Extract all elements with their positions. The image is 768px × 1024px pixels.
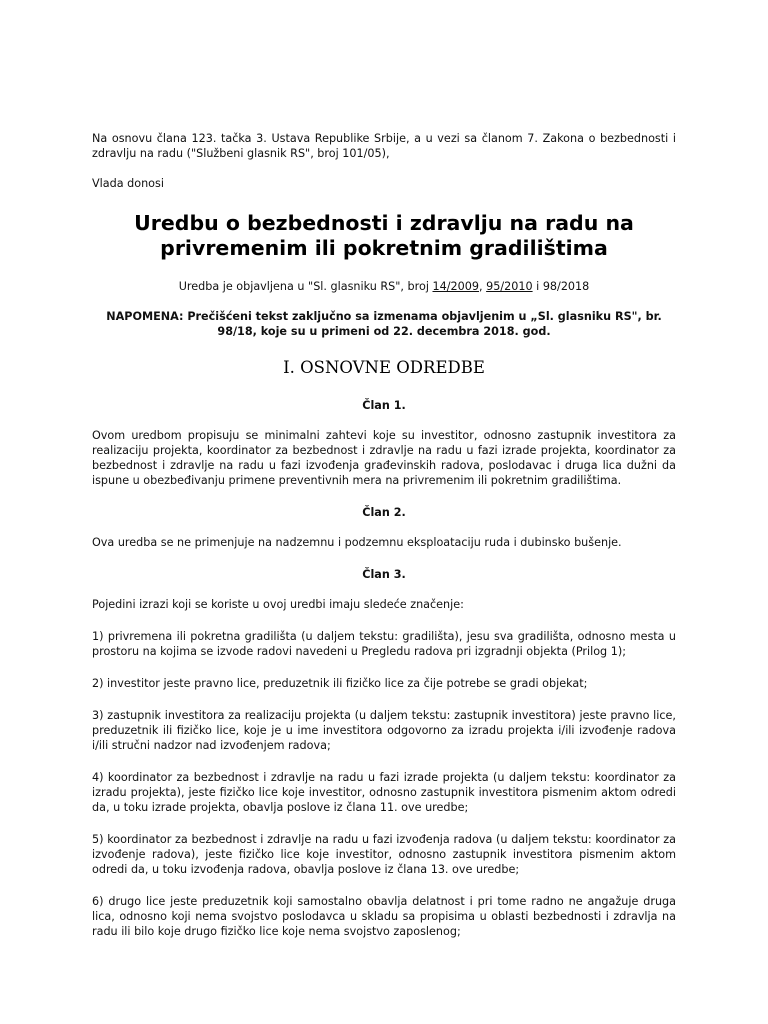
article-1-text: Ovom uredbom propisuju se minimalni zahtevi koje su investitor, odnosno zastupnik investitora za realizaciju projekta, koordinator za bezbednost i zdravlje na radu u fazi izrade projekta, koordinator za bezbednost i zdravlje na radu u fazi izvođenja građevinskih radova, poslodavac i druga lica dužni da ispune u obezbeđivanju primene preventivnih mera na privremenim ili pokretnim gradilištima. [92, 429, 676, 487]
gazette-link-2010[interactable]: 95/2010 [486, 280, 533, 293]
gazette-link-2009[interactable]: 14/2009 [432, 280, 479, 293]
article-1-heading: Član 1. [362, 399, 406, 412]
definition-item: 2) investitor jeste pravno lice, preduzetnik ili fizičko lice za čije potrebe se gradi objekat; [92, 677, 588, 690]
title-line-1: Uredbu o bezbednosti i zdravlju na radu na [134, 211, 634, 235]
definition-item: 1) privremena ili pokretna gradilišta (u daljem tekstu: gradilišta), jesu sva gradilišta, odnosno mesta u prostoru na kojima se izvode radovi navedeni u Pregledu radova pri izgradnji objekta (Prilog 1); [92, 630, 676, 658]
publication-suffix: i 98/2018 [532, 280, 590, 293]
article-3-lead: Pojedini izrazi koji se koriste u ovoj uredbi imaju sledeće značenje: [92, 598, 464, 611]
definition-item: 4) koordinator za bezbednost i zdravlje na radu u fazi izrade projekta (u daljem tekstu: koordinator za izradu projekta), jeste fizičko lice koje investitor, odnosno zastupnik investitora pismenim aktom odredi da, u toku izrade projekta, obavlja poslove iz člana 11. ove uredbe; [92, 771, 676, 814]
title-line-2: privremenim ili pokretnim gradilištima [160, 236, 608, 260]
article-2-text: Ova uredba se ne primenjuje na nadzemnu i podzemnu eksploataciju ruda i dubinsko bušenje. [92, 536, 622, 549]
article-2-heading: Član 2. [362, 506, 406, 519]
note-body: Prečišćeni tekst zaključno sa izmenama objavljenim u „Sl. glasniku RS", br. 98/18, koje su u primeni od 22. decembra 2018. god. [183, 310, 662, 338]
publication-info [92, 279, 676, 294]
note-text [92, 309, 676, 339]
document-title [92, 211, 676, 261]
document-page [92, 131, 676, 956]
article-3-heading: Član 3. [362, 568, 406, 581]
section-heading: I. OSNOVNE ODREDBE [283, 358, 485, 377]
publication-prefix: Uredba je objavljena u "Sl. glasniku RS", broj [178, 280, 433, 293]
definition-item: 3) zastupnik investitora za realizaciju projekta (u daljem tekstu: zastupnik investitora) jeste pravno lice, preduzetnik ili fizičko lice, koje je u ime investitora odgovorno za izradu projekta i/ili izvođenje radova i/ili stručni nadzor nad izvođenjem radova; [92, 709, 676, 752]
definition-item: 5) koordinator za bezbednost i zdravlje na radu u fazi izvođenja radova (u daljem tekstu: koordinator za izvođenje radova), jeste fizičko lice koje investitor, odnosno zastupnik investitora pismenim aktom odredi da, u toku izvođenja radova, obavlja poslove iz člana 13. ove uredbe; [92, 833, 676, 876]
preamble-text: Na osnovu člana 123. tačka 3. Ustava Republike Srbije, a u vezi sa članom 7. Zakona o bezbednosti i zdravlju na radu ("Službeni glasnik RS", broj 101/05), [92, 132, 676, 160]
note-label: NAPOMENA: [106, 310, 184, 323]
publication-sep: , [478, 280, 487, 293]
vlada-donosi-text: Vlada donosi [92, 177, 164, 190]
definition-item: 6) drugo lice jeste preduzetnik koji samostalno obavlja delatnost i pri tome radno ne angažuje druga lica, odnosno koji nema svojstvo poslodavca u skladu sa propisima u oblasti bezbednosti i zdravlja na radu ili bilo koje drugo fizičko lice koje nema svojstvo zaposlenog; [92, 895, 676, 938]
